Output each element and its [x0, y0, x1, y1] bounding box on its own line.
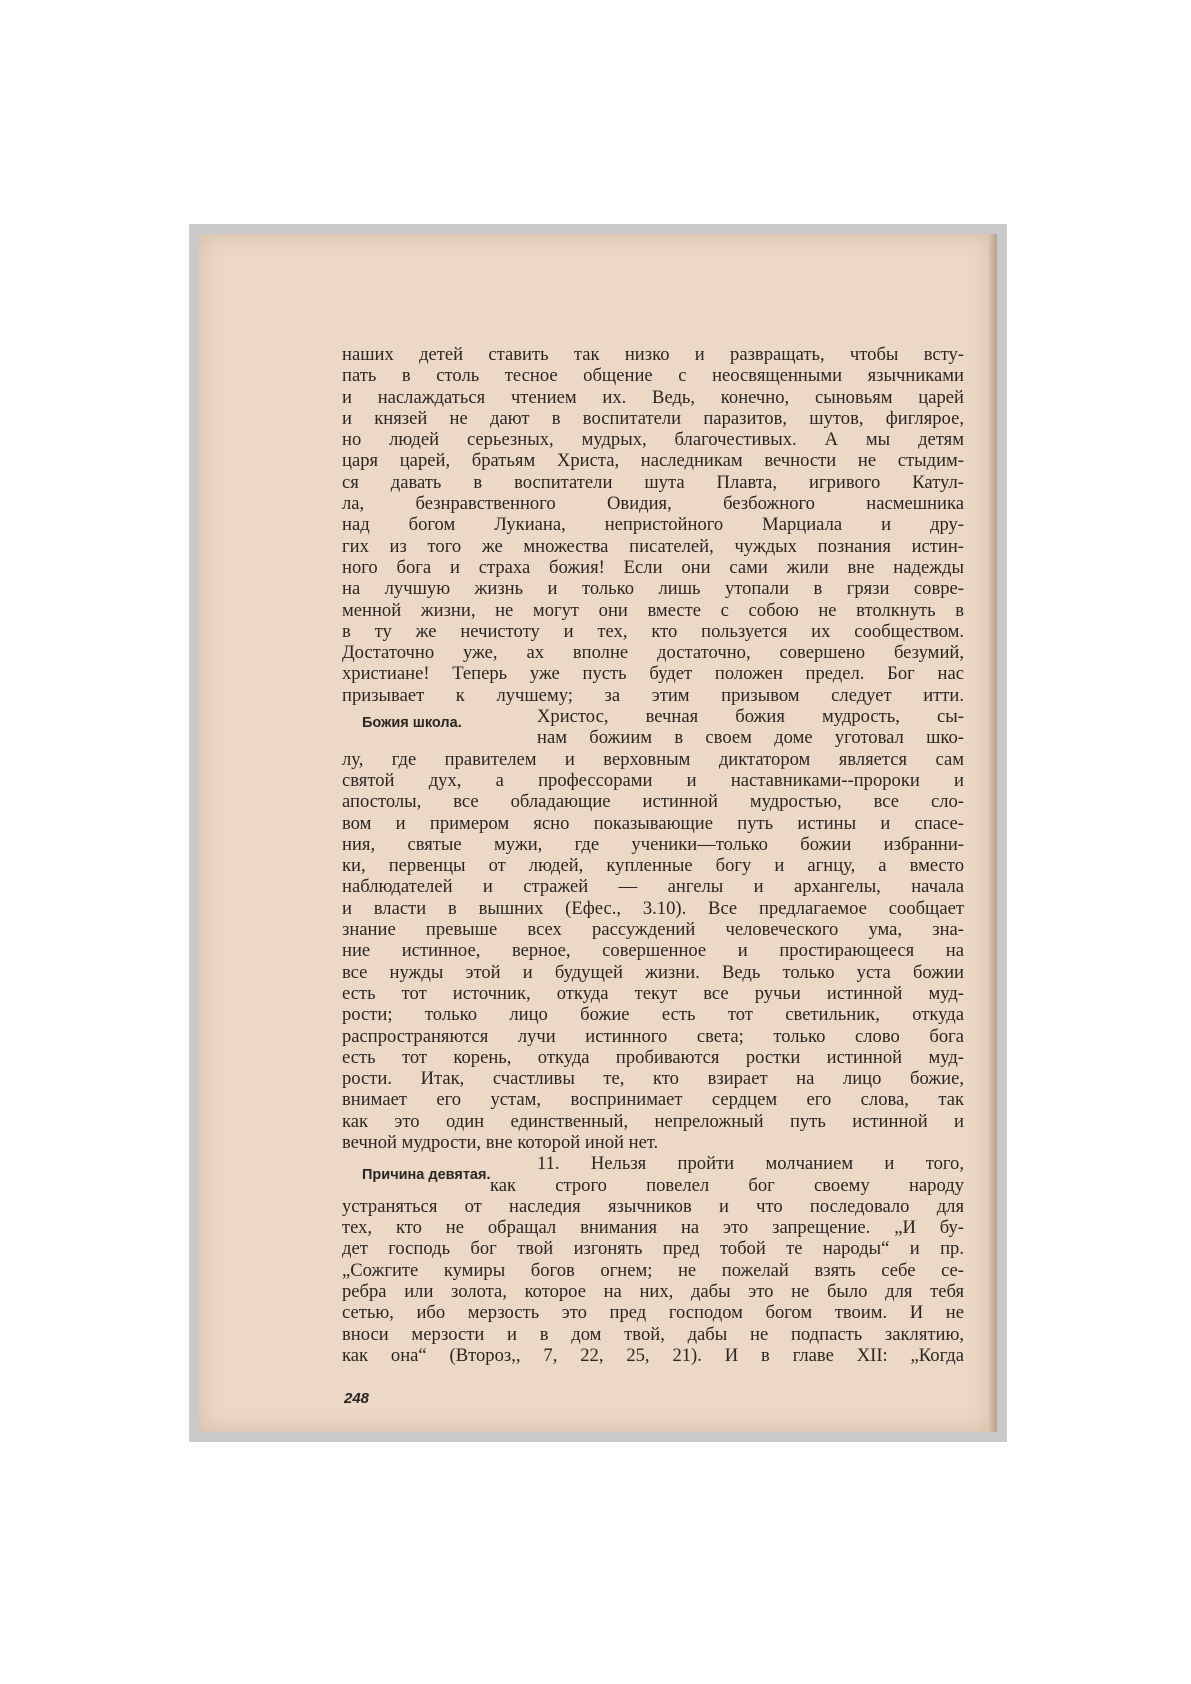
- scanned-page-background: [189, 224, 1007, 1442]
- text-line: вноси мерзости и в дом твой, дабы не подпасть заклятию,: [342, 1323, 964, 1345]
- text-line: как она“ (Второз,, 7, 22, 25, 21). И в главе XII: „Когда: [342, 1344, 964, 1366]
- text-line: пать в столь тесное общение с неосвященными язычниками: [342, 365, 964, 387]
- text-line: ся давать в воспитатели шута Плавта, игривого Катул-: [342, 471, 964, 493]
- text-line: вом и примером ясно показывающие путь истины и спасе-: [342, 812, 964, 834]
- text-line: ки, первенцы от людей, купленные богу и агнцу, а вместо: [342, 855, 964, 877]
- text-line: гих из того же множества писателей, чуждых познания истин-: [342, 535, 964, 557]
- text-line: рости. Итак, счастливы те, кто взирает на лицо божие,: [342, 1068, 964, 1090]
- page-number: 248: [344, 1390, 370, 1407]
- paragraph-block-2: [342, 706, 964, 1153]
- text-line: наблюдателей и стражей — ангелы и архангелы, начала: [342, 876, 964, 898]
- text-line: святой дух, а профессорами и наставниками--пророки и: [342, 769, 964, 791]
- text-line: 11. Нельзя пройти молчанием и того,: [537, 1153, 964, 1175]
- text-line: внимает его устам, воспринимает сердцем его слова, так: [342, 1089, 964, 1111]
- paragraph-block-3: [342, 1153, 964, 1366]
- margin-heading-ninth-reason: Причина девятая.: [362, 1167, 491, 1184]
- text-line: лу, где правителем и верховным диктатором является сам: [342, 748, 964, 770]
- text-line: рости; только лицо божие есть тот светильник, откуда: [342, 1004, 964, 1026]
- text-line: призывает к лучшему; за этим призывом следует итти.: [342, 684, 964, 706]
- text-line: вечной мудрости, вне которой иной нет.: [342, 1131, 659, 1153]
- text-line: христиане! Теперь уже пусть будет положен предел. Бог нас: [342, 663, 964, 685]
- text-line: дет господь бог твой изгонять пред тобой те народы“ и пр.: [342, 1238, 964, 1260]
- text-line: как строго повелел бог своему народу: [490, 1174, 964, 1196]
- text-line: есть тот источник, откуда текут все ручьи истинной муд-: [342, 982, 964, 1004]
- text-line: царя царей, братьям Христа, наследникам вечности не стыдим-: [342, 450, 964, 472]
- text-line: и князей не дают в воспитатели паразитов, шутов, фиглярое,: [342, 407, 964, 429]
- text-line: на лучшую жизнь и только лишь утопали в грязи совре-: [342, 578, 964, 600]
- book-page: [199, 234, 991, 1432]
- text-line: менной жизни, не могут они вместе с собою не втолкнуть в: [342, 599, 964, 621]
- text-line: но людей серьезных, мудрых, благочестивых. А мы детям: [342, 429, 964, 451]
- text-line: как это один единственный, непреложный путь истинной и: [342, 1110, 964, 1132]
- body-text: [342, 344, 964, 1366]
- margin-heading-gods-school: Божия школа.: [362, 715, 462, 732]
- text-line: распространяются лучи истинного света; только слово бога: [342, 1025, 964, 1047]
- margin-row: [342, 1153, 964, 1184]
- text-line: наших детей ставить так низко и развращать, чтобы всту-: [342, 344, 964, 365]
- text-line: ние истинное, верное, совершенное и простирающееся на: [342, 940, 964, 962]
- text-line: ребра или золота, которое на них, дабы это не было для тебя: [342, 1281, 964, 1303]
- text-line: в ту же нечистоту и тех, кто пользуется их сообществом.: [342, 620, 964, 642]
- text-line: есть тот корень, откуда пробиваются ростки истинной муд-: [342, 1046, 964, 1068]
- text-line: Достаточно уже, ах вполне достаточно, совершено безумий,: [342, 642, 964, 664]
- text-line: сетью, ибо мерзость это пред господом богом твоим. И не: [342, 1302, 964, 1324]
- text-line: над богом Лукиана, непристойного Марциала и дру-: [342, 514, 964, 536]
- text-line: знание превыше всех рассуждений человеческого ума, зна-: [342, 919, 964, 941]
- text-line: нам божиим в своем доме уготовал шко-: [537, 727, 964, 749]
- text-line: устраняться от наследия язычников и что последовало для: [342, 1195, 964, 1217]
- text-line: Христос, вечная божия мудрость, сы-: [537, 706, 964, 728]
- text-line: ного бога и страха божия! Если они сами жили вне надежды: [342, 556, 964, 578]
- text-line: тех, кто не обращал внимания на это запрещение. „И бу-: [342, 1217, 964, 1239]
- text-line: ла, безнравственного Овидия, безбожного насмешника: [342, 493, 964, 515]
- paragraph-block-1: [342, 344, 964, 706]
- text-line: ния, святые мужи, где ученики—только божии избранни-: [342, 833, 964, 855]
- text-line: „Сожгите кумиры богов огнем; не пожелай взять себе се-: [342, 1259, 964, 1281]
- margin-row: [342, 706, 964, 732]
- text-line: апостолы, все обладающие истинной мудростью, все сло-: [342, 791, 964, 813]
- text-line: и власти в вышних (Ефес., 3.10). Все предлагаемое сообщает: [342, 897, 964, 919]
- text-line: и наслаждаться чтением их. Ведь, конечно, сыновьям царей: [342, 386, 964, 408]
- text-line: все нужды этой и будущей жизни. Ведь только уста божии: [342, 961, 964, 983]
